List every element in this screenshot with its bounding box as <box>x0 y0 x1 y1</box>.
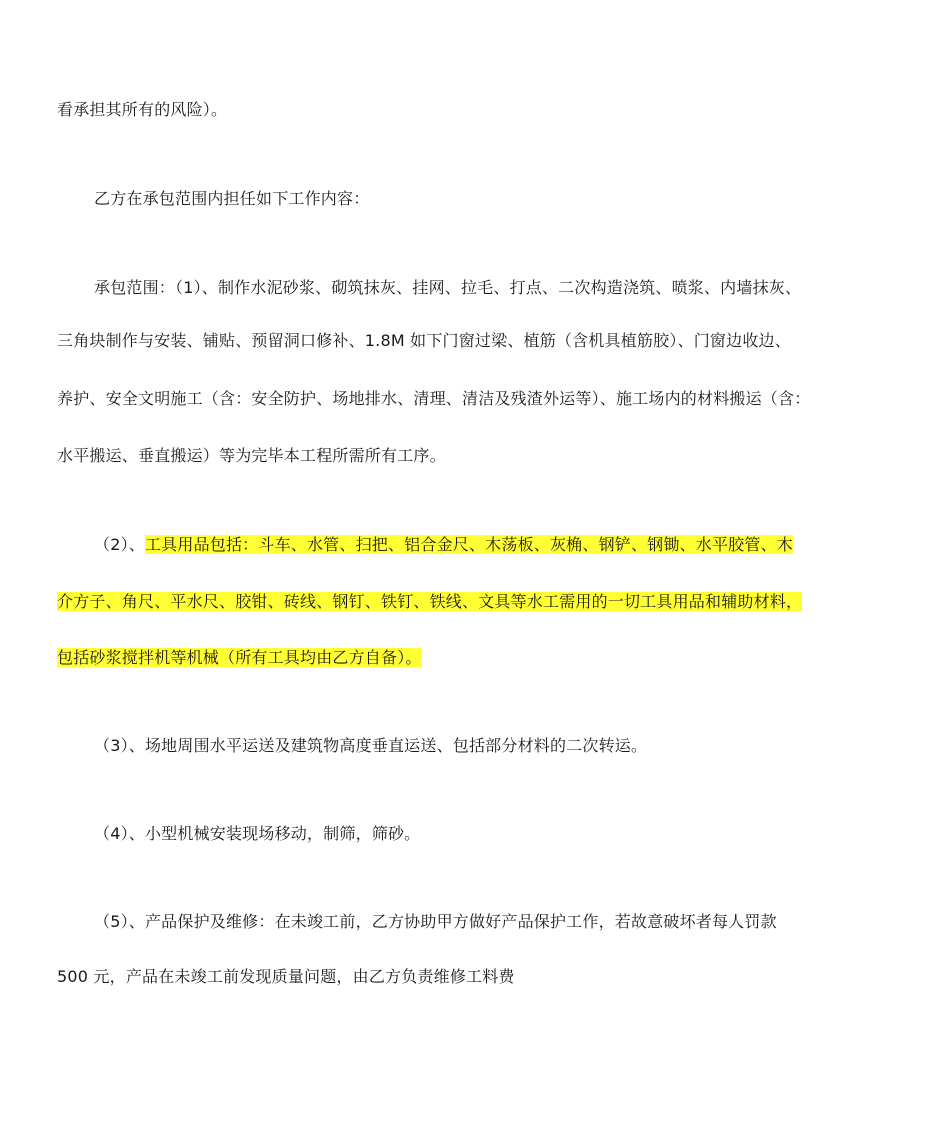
paragraph-4-line-1 <box>94 535 793 555</box>
paragraph-4-highlight-3: 包括砂浆搅拌机等机械（所有工具均由乙方自备）。 <box>57 648 422 667</box>
paragraph-5-line-1: （3）、场地周围水平运送及建筑物高度垂直运送、包括部分材料的二次转运。 <box>94 736 648 755</box>
paragraph-4-line-2 <box>57 592 802 612</box>
paragraph-6-line-1: （4）、小型机械安装现场移动，制筛，筛砂。 <box>94 824 421 843</box>
paragraph-7-line-1: （5）、产品保护及维修：在未竣工前，乙方协助甲方做好产品保护工作，若故意破坏者每人罚款 <box>94 912 777 931</box>
paragraph-3-line-2: 三角块制作与安装、铺贴、预留洞口修补、1.8M 如下门窗过梁、植筋（含机具植筋胶）、门窗边收边、 <box>57 331 791 350</box>
paragraph-4-highlight-1: 工具用品包括：斗车、水管、扫把、铝合金尺、木荡板、灰桷、钢铲、钢锄、水平胶管、木 <box>144 535 793 554</box>
paragraph-7-line-2: 500 元，产品在未竣工前发现质量问题，由乙方负责维修工料费 <box>57 967 515 986</box>
paragraph-2-line-1: 乙方在承包范围内担任如下工作内容： <box>94 189 370 208</box>
paragraph-4-highlight-2: 介方子、角尺、平水尺、胶钳、砖线、钢钉、铁钉、铁线、文具等水工需用的一切工具用品和辅助材料， <box>57 592 803 611</box>
paragraph-3-line-3: 养护、安全文明施工（含：安全防护、场地排水、清理、清洁及残渣外运等）、施工场内的材料搬运（含： <box>57 389 811 408</box>
paragraph-3-line-1: 承包范围：（1）、制作水泥砂浆、砌筑抹灰、挂网、拉毛、打点、二次构造浇筑、喷浆、内墙抹灰、 <box>94 278 802 297</box>
paragraph-4-prefix: （2）、 <box>94 535 145 554</box>
paragraph-3-line-4: 水平搬运、垂直搬运）等为完毕本工程所需所有工序。 <box>57 446 446 465</box>
paragraph-1-line-1: 看承担其所有的风险）。 <box>57 100 228 119</box>
paragraph-4-line-3 <box>57 648 422 668</box>
